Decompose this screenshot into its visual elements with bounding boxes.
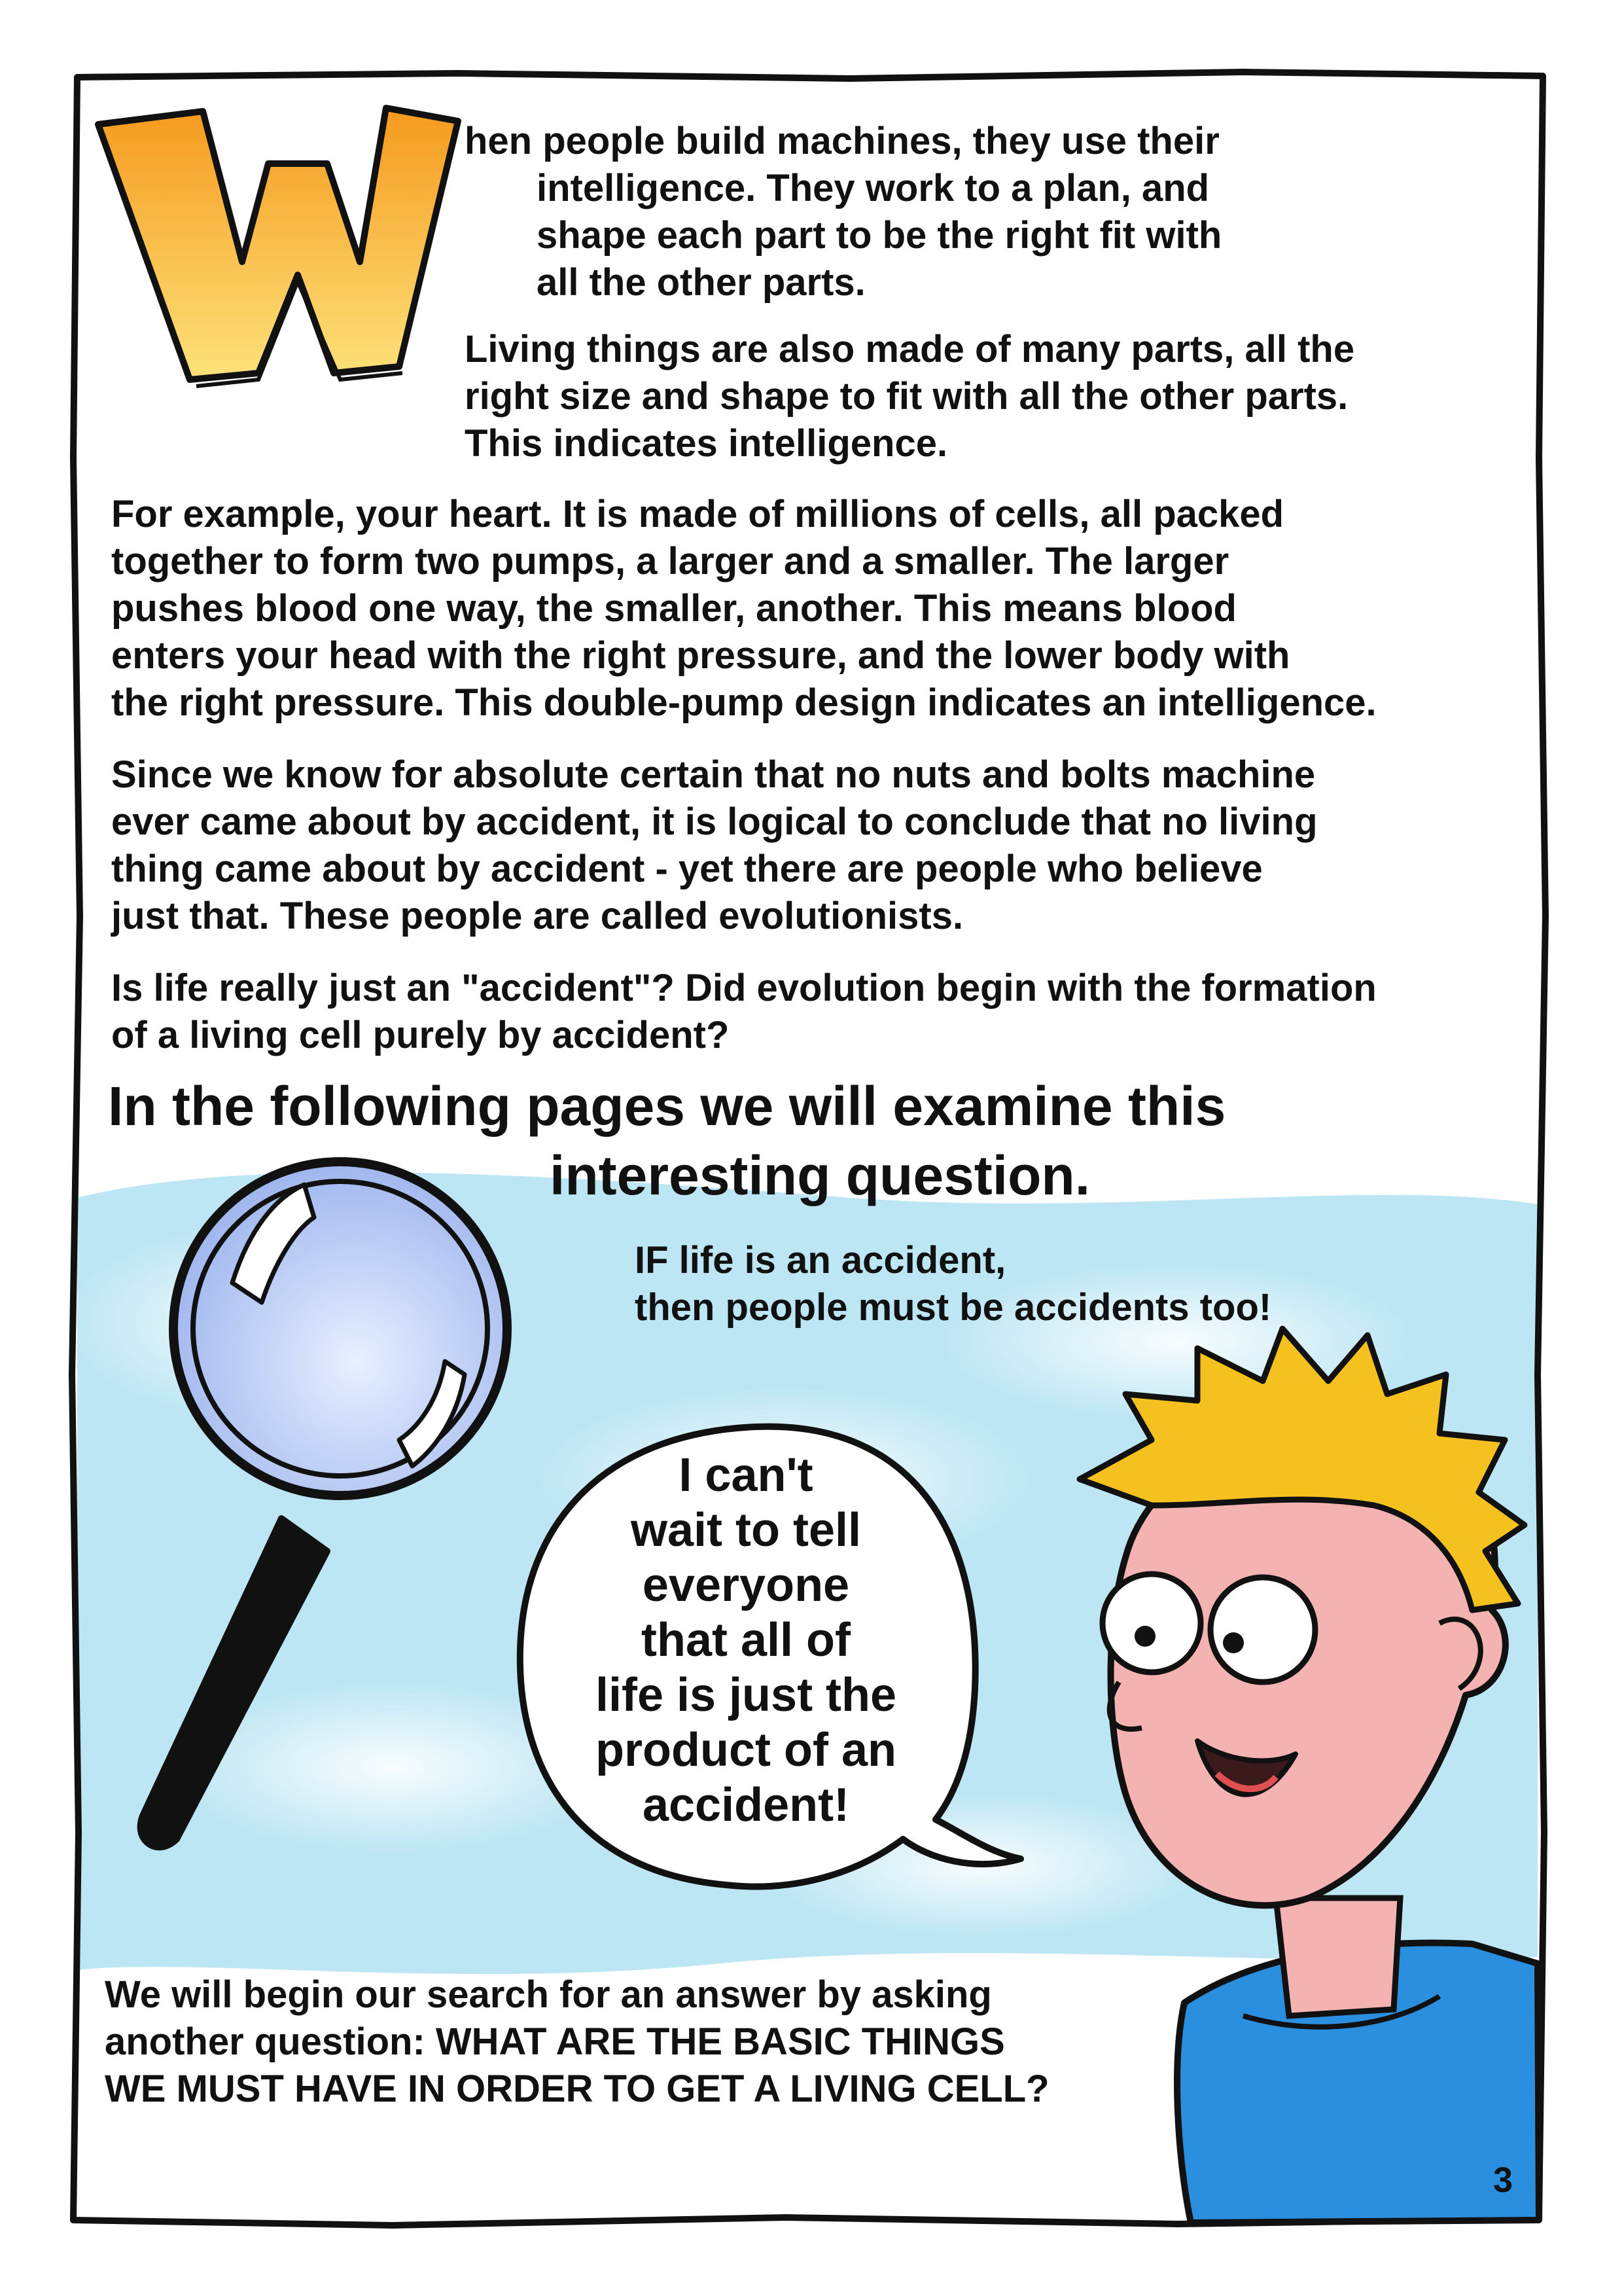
heart-line-5: the right pressure. This double-pump design indicates an intelligence.	[111, 681, 1377, 724]
drop-cap-w-graphic	[98, 108, 458, 386]
intro-line-1: hen people build machines, they use their	[465, 120, 1220, 162]
speech-bubble-line-4: that all of	[641, 1614, 851, 1666]
if-life-caption-line-2: then people must be accidents too!	[635, 1286, 1272, 1329]
headline-line-2: interesting question.	[550, 1145, 1091, 1206]
closing-line-2: another question: WHAT ARE THE BASIC THINGS	[105, 2020, 1005, 2063]
speech-bubble-line-1: I can't	[679, 1449, 813, 1501]
question-line-1: Is life really just an "accident"? Did evolution begin with the formation	[111, 967, 1377, 1009]
heart-line-1: For example, your heart. It is made of millions of cells, all packed	[111, 493, 1284, 535]
closing-line-3: WE MUST HAVE IN ORDER TO GET A LIVING CELL?	[105, 2068, 1050, 2110]
intro-line-3: shape each part to be the right fit with	[537, 214, 1222, 257]
living-things-line-1: Living things are also made of many parts, all the	[465, 328, 1355, 370]
living-things-line-3: This indicates intelligence.	[465, 422, 948, 465]
speech-bubble-line-3: everyone	[642, 1559, 850, 1611]
speech-bubble-line-6: product of an	[595, 1724, 896, 1776]
question-line-2: of a living cell purely by accident?	[111, 1014, 730, 1056]
intro-line-4: all the other parts.	[537, 261, 866, 304]
heart-line-2: together to form two pumps, a larger and a smaller. The larger	[111, 540, 1229, 583]
evolutionists-line-3: thing came about by accident - yet there are people who believe	[111, 848, 1263, 890]
heart-line-3: pushes blood one way, the smaller, another. This means blood	[111, 587, 1237, 630]
if-life-caption-line-1: IF life is an accident,	[635, 1239, 1006, 1282]
speech-bubble-line-2: wait to tell	[630, 1504, 862, 1556]
speech-bubble-line-7: accident!	[642, 1779, 850, 1831]
closing-line-1: We will begin our search for an answer by asking	[105, 1973, 992, 2016]
evolutionists-line-4: just that. These people are called evolutionists.	[111, 895, 964, 937]
page-number: 3	[1493, 2161, 1513, 2200]
speech-bubble-line-5: life is just the	[595, 1669, 897, 1721]
heart-line-4: enters your head with the right pressure, and the lower body with	[111, 634, 1290, 677]
intro-line-2: intelligence. They work to a plan, and	[537, 167, 1210, 209]
evolutionists-line-2: ever came about by accident, it is logical to conclude that no living	[111, 800, 1318, 843]
evolutionists-line-1: Since we know for absolute certain that no nuts and bolts machine	[111, 753, 1316, 796]
headline-line-1: In the following pages we will examine this	[108, 1075, 1226, 1137]
living-things-line-2: right size and shape to fit with all the other parts.	[465, 375, 1349, 418]
